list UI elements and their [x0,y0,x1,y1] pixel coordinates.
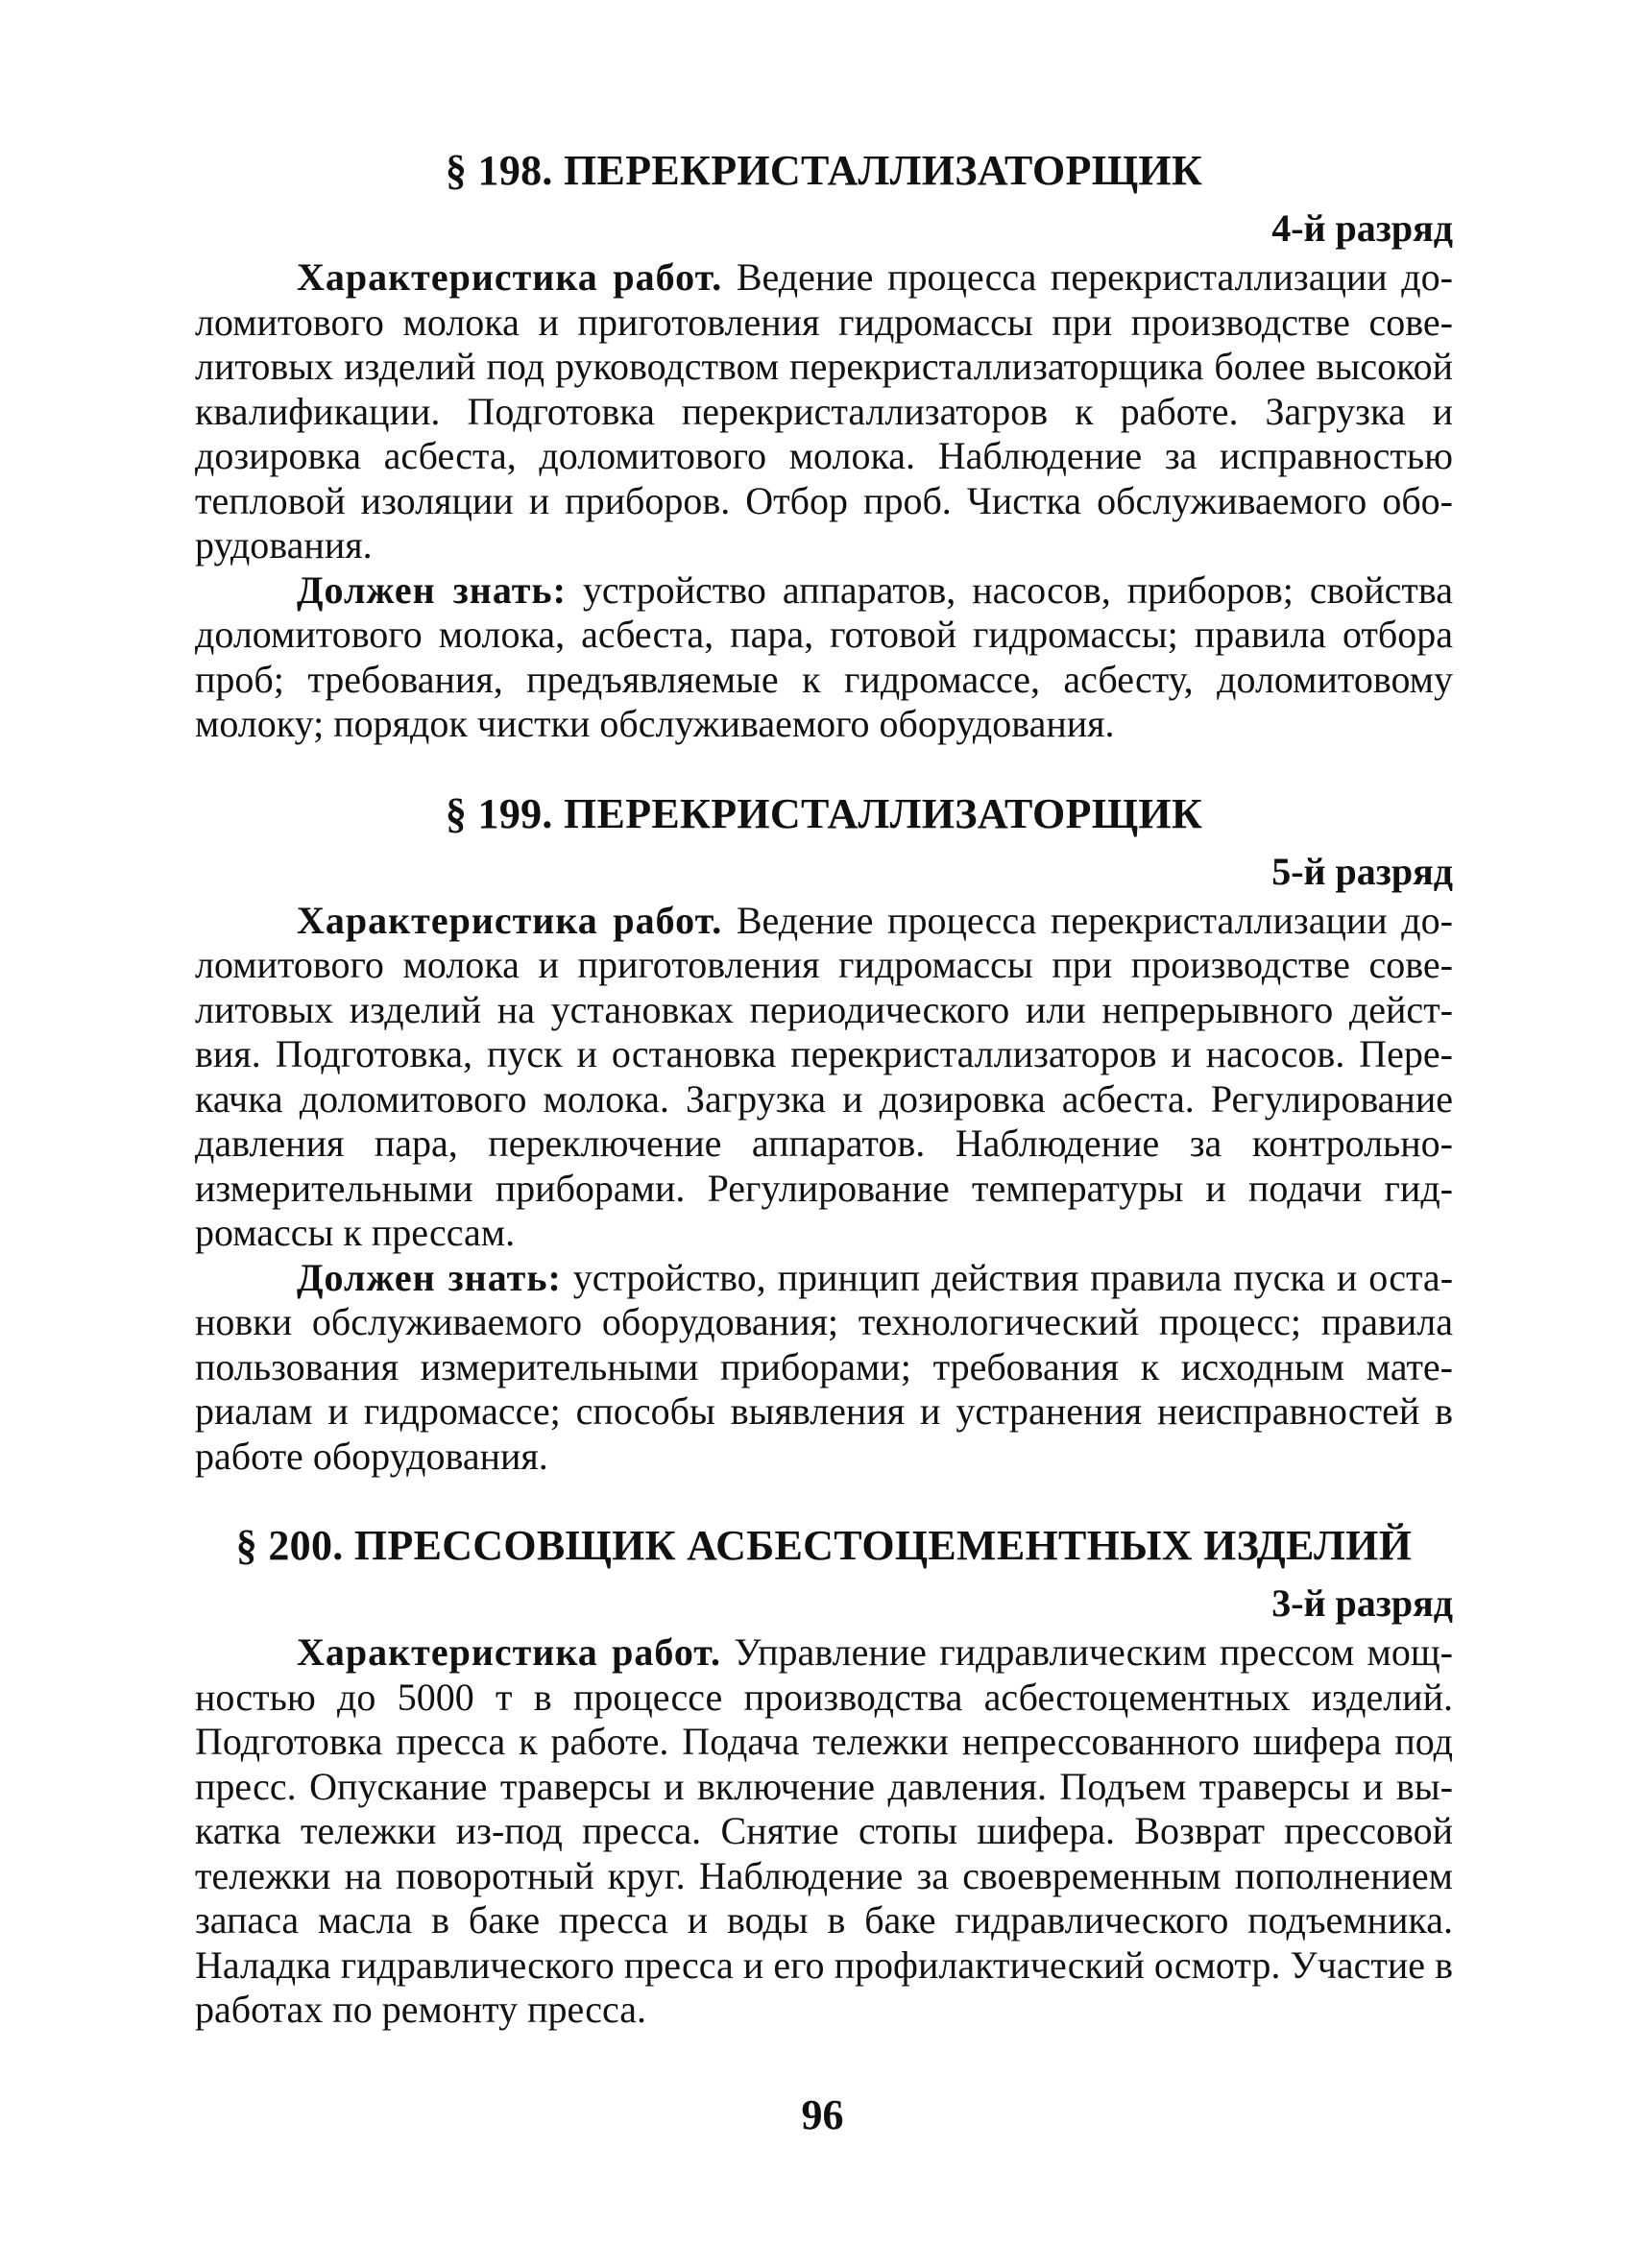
knowledge-paragraph [195,568,1453,747]
characteristic-label: Характеристика работ. [297,1630,721,1674]
knowledge-label: Должен знать: [297,567,567,612]
section-200 [195,1519,1453,2033]
knowledge-paragraph [195,1256,1453,1480]
characteristic-text: Управление гидравлическим прессом мощностью до 5000 т в процессе производства асбестоцементных изделий. Подготовка пресса к работе. Подача тележки непрессованного шифера под пресс. Опускание траверсы и включение давления. Подъем траверсы и выкатка тележки из-под пресса. Снятие стопы шифера. Возврат прессовой тележки на поворотный круг. Наблюдение за своевременным пополнением запаса масла в баке пресса и воды в баке гидравлического подъемника. Наладка гидравлического пресса и его профилактический осмотр. Участие в работах по ремонту пресса. [195,1630,1453,2031]
knowledge-text: устройство, принцип действия правила пуска и остановки обслуживаемого оборудования; технологический процесс; правила пользования измерительными приборами; требования к исходным материалам и гидромассе; способы выявления и устранения неисправностей в работе оборудования. [195,1255,1454,1478]
grade-label: 3-й разряд [1271,1581,1453,1625]
section-title: § 198. ПЕРЕКРИСТАЛЛИЗАТОРЩИК [445,147,1203,194]
grade-label: 4-й разряд [1271,206,1453,250]
characteristic-label: Характеристика работ. [297,898,723,942]
grade-label: 5-й разряд [1271,849,1453,893]
section-198 [195,144,1453,747]
work-characteristic-paragraph [195,1630,1453,2033]
work-characteristic-paragraph [195,255,1453,568]
characteristic-text: Ведение процесса перекристаллизации доломитового молока и приготовления гидромассы при производстве совелитовых изделий под руководством перекристаллизаторщика более высокой квалификации. Подготовка перекристаллизаторов к работе. Загрузка и дозировка асбеста, доломитового молока. Наблюдение за исправностью тепловой изоляции и приборов. Отбор проб. Чистка обслуживаемого оборудования. [195,255,1453,567]
work-characteristic-paragraph [195,899,1453,1256]
characteristic-label: Характеристика работ. [297,255,723,299]
page-number: 96 [801,2091,844,2138]
section-title: § 199. ПЕРЕКРИСТАЛЛИЗАТОРЩИК [445,789,1203,837]
document-page [195,144,1453,2033]
knowledge-label: Должен знать: [297,1255,562,1299]
section-title: § 200. ПРЕССОВЩИК АСБЕСТОЦЕМЕНТНЫХ ИЗДЕЛИЙ [235,1522,1413,1569]
characteristic-text: Ведение процесса перекристаллизации доломитового молока и приготовления гидромассы при производстве совелитовых изделий на установках периодического или непрерывного действия. Подготовка, пуск и остановка перекристаллизаторов и насосов. Перекачка доломитового молока. Загрузка и дозировка асбеста. Регулирование давления пара, переключение аппаратов. Наблюдение за контрольно-измерительными приборами. Регулирование температуры и подачи гидромассы к прессам. [195,898,1453,1254]
section-199 [195,787,1453,1480]
knowledge-text: устройство аппаратов, насосов, приборов; свойства доломитового молока, асбеста, пара, готовой гидромассы; правила отбора проб; требования, предъявляемые к гидромассе, асбесту, доломитовому молоку; порядок чистки обслуживаемого оборудования. [195,567,1453,745]
